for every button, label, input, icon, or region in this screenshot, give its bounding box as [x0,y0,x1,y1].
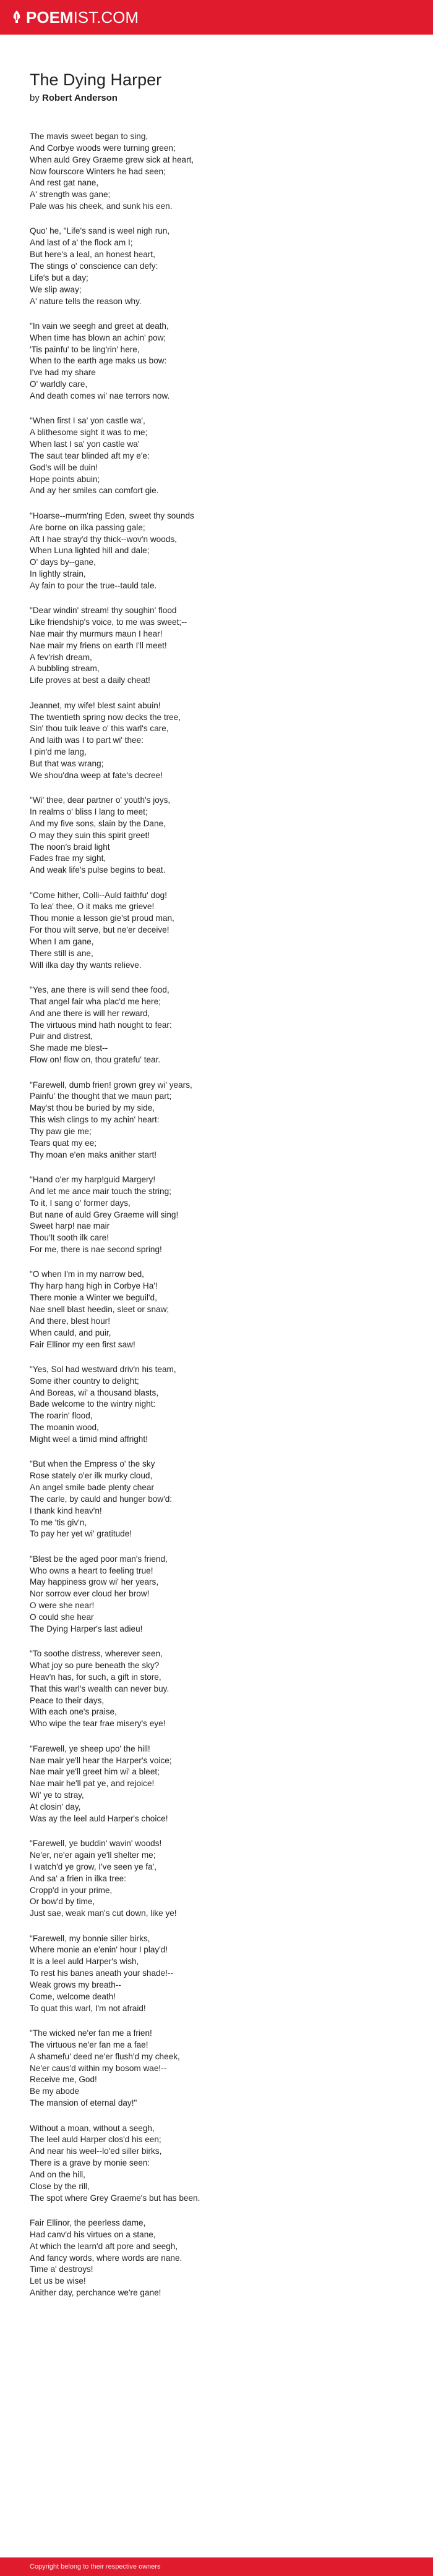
poem-line: The moanin wood, [30,1423,99,1433]
poem-line: May happiness grow wi' her years, [30,1577,159,1587]
poem-line: Might weel a timid mind affright! [30,1434,148,1444]
poem-line: And weak life's pulse begins to beat. [30,865,166,875]
poem-line: To rest his banes aneath your shade!-- [30,1968,173,1978]
poem-line: The saut tear blinded aft my e'e: [30,451,150,460]
poem-line: And fancy words, where words are nane. [30,2253,182,2263]
byline-prefix: by [30,93,40,103]
poem-line: A shamefu' deed ne'er flush'd my cheek, [30,2051,180,2061]
poem-line: The mansion of eternal day!" [30,2098,137,2108]
poem-line: In realms o' bliss I lang to meet; [30,807,148,817]
poem-line: There still is ane, [30,948,93,958]
poem-line: To pay her yet wi' gratitude! [30,1529,132,1539]
poem-line: Or bow'd by time, [30,1897,95,1907]
poem-line: The roarin' flood, [30,1411,93,1421]
poem-line: And sa' a frien in ilka tree: [30,1873,126,1883]
footer-copyright: Copyright belong to their respective owners [30,2563,161,2570]
poem-line: Pale was his cheek, and sunk his een. [30,201,173,211]
poem-line: Hope points abuin; [30,474,100,484]
poem-line: O were she near! [30,1601,95,1611]
poem-line: Quo' he, "Life's sand is weel nigh run, [30,226,170,236]
poem-line: "Wi' thee, dear partner o' youth's joys, [30,795,171,805]
poem-line: I pin'd me lang, [30,747,87,757]
poem-stanza [30,890,407,972]
poem-line: Thou'lt sooth ilk care! [30,1233,109,1243]
poem-line: Some ither country to delight; [30,1376,139,1386]
poem-stanza [30,321,407,402]
poem-line: Tears quat my ee; [30,1138,97,1148]
poem-line: O may they suin this spirit greet! [30,830,150,840]
poem-line: To it, I sang o' former days, [30,1198,131,1208]
poem-line: When time has blown an achin' pow; [30,333,166,342]
poem-stanza [30,605,407,687]
poem-line: Anither day, perchance we're gane! [30,2288,161,2298]
site-footer [0,2557,433,2576]
poem-line: Nae mair ye'll hear the Harper's voice; [30,1755,172,1765]
poem-line: Nae mair thy murmurs maun I hear! [30,629,163,638]
poem-line: At closin' day, [30,1802,81,1811]
poem-line: Nae mair he'll pat ye, and rejoice! [30,1779,155,1789]
poem-line: And Boreas, wi' a thousand blasts, [30,1388,159,1397]
poem-line: When I am gane, [30,937,94,946]
poem-line: There is a grave by monie seen: [30,2158,150,2168]
poem-line: When cauld, and puir, [30,1328,111,1337]
poem-stanza [30,1459,407,1540]
poem-line: Who owns a heart to feeling true! [30,1566,153,1575]
poem-line: It is a leel auld Harper's wish, [30,1957,139,1967]
poem-line: Fair Ellinor, the peerless dame, [30,2218,146,2227]
poem-line: "Yes, ane there is will send thee food, [30,985,169,995]
poem-line: What joy so pure beneath the sky? [30,1661,160,1671]
logo-text [26,8,139,27]
poem-line: To quat this warl, I'm not afraid! [30,2003,146,2013]
poem-line: Receive me, God! [30,2075,97,2085]
poem-line: To lea' thee, O it maks me grieve! [30,902,155,912]
site-header [0,0,433,35]
poem-line: A bubbling stream, [30,664,100,674]
logo-text-light: IST.COM [73,7,139,27]
poem-stanza [30,985,407,1066]
poem-line: "Come hither, Colli--Auld faithfu' dog! [30,890,168,900]
poem-line: Thy harp hang high in Corbye Ha'! [30,1281,158,1291]
poem-line: Thy paw gie me; [30,1126,92,1136]
poem-stanza [30,415,407,497]
poem-stanza [30,2028,407,2109]
poem-stanza [30,2123,407,2205]
poem-line: Fades frae my sight, [30,854,106,863]
poem-line: Wi' ye to stray, [30,1790,84,1800]
poem-line: "Farewell, my bonnie siller birks, [30,1933,150,1943]
poem-line: Aft I hae stray'd thy thick--wov'n woods, [30,534,177,544]
poem-line: With each one's praise, [30,1707,117,1717]
poem-line: Was ay the leel auld Harper's choice! [30,1813,168,1823]
poem-line: Are borne on ilka passing gale; [30,522,145,532]
poem-line: Sweet harp! nae mair [30,1221,110,1231]
poem-line: "O when I'm in my narrow bed, [30,1269,144,1279]
poem-line: And near his weel--lo'ed siller birks, [30,2146,162,2156]
poem-line: The Dying Harper's last adieu! [30,1624,143,1633]
poem-line: We shou'dna weep at fate's decree! [30,770,163,780]
poem-line: And death comes wi' nae terrors now. [30,391,170,400]
poem-line: Heav'n has, for such, a gift in store, [30,1672,161,1682]
poem-line: Fair Ellinor my een first saw! [30,1339,135,1349]
poem-line: And there, blest hour! [30,1316,110,1326]
poem-line: 'Tis painfu' to be ling'rin' here, [30,344,140,354]
poem-line: Like friendship's voice, to me was sweet;-- [30,617,187,627]
poem-line: And ane there is will her reward, [30,1008,150,1018]
poem-line: To me 'tis giv'n, [30,1517,87,1527]
poem-line: And let me ance mair touch the string; [30,1186,171,1196]
poem-line: Life's but a day; [30,273,88,282]
poem-line: Nor sorrow ever cloud her brow! [30,1589,150,1599]
poem-line: Flow on! flow on, thou gratefu' tear. [30,1055,161,1065]
poem-stanza [30,1838,407,1920]
poem-line: A blithesome sight it was to me; [30,428,148,438]
poem-line: "To soothe distress, wherever seen, [30,1649,163,1659]
poem-stanza [30,1554,407,1635]
poem-line: "Hand o'er my harp!guid Margery! [30,1174,156,1184]
quill-pen-icon [12,11,21,24]
poem-line: "In vain we seegh and greet at death, [30,321,169,331]
poem-line: Puir and distrest, [30,1032,93,1041]
poem-line: Cropp'd in your prime, [30,1885,113,1895]
poem-line: And laith was I to part wi' thee: [30,735,144,745]
poem-stanza [30,2218,407,2299]
poem-line: And last of a' the flock am I; [30,238,133,248]
site-logo-link[interactable] [12,8,139,27]
poem-line: This wish clings to my achin' heart: [30,1115,160,1125]
poem-line: For me, there is nae second spring! [30,1245,162,1255]
poem-line: And my five sons, slain by the Dane, [30,818,166,828]
poem-line: Thou monie a lesson gie'st proud man, [30,913,174,923]
poem-line: Rose stately o'er ilk murky cloud, [30,1471,153,1481]
poem-line: She made me blest-- [30,1043,108,1053]
poem-line: Now fourscore Winters he had seen; [30,166,166,176]
poem-line: Ne'er caus'd within my bosom wae!-- [30,2063,167,2073]
poem-line: God's will be duin! [30,462,98,472]
poem-line: The spot where Grey Graeme's but has been. [30,2193,200,2203]
poem-content [30,69,407,2312]
poem-line: Ay fain to pour the true--tauld tale. [30,580,157,590]
poem-line: The noon's braid light [30,842,110,852]
poem-line: But that was wrang; [30,758,104,768]
poem-line: Close by the rill, [30,2181,90,2191]
poem-line: Nae mair my friens on earth I'll meet! [30,640,167,650]
poem-line: Thy moan e'en maks anither start! [30,1150,157,1159]
poem-line: Ne'er, ne'er again ye'll shelter me; [30,1850,156,1860]
poem-line: Let us be wise! [30,2276,86,2286]
poem-line: Without a moan, without a seegh, [30,2123,155,2133]
poem-line: But here's a leal, an honest heart, [30,250,155,260]
poem-line: "Hoarse--murm'ring Eden, sweet thy sounds [30,511,194,520]
poem-line: May'st thou be buried by my side, [30,1103,155,1113]
poem-stanza [30,795,407,876]
poem-stanza [30,1933,407,2015]
poem-line: Time a' destroys! [30,2265,93,2274]
poem-stanza [30,511,407,592]
poem-line: Bade welcome to the wintry night: [30,1399,156,1409]
poem-line: A' nature tells the reason why. [30,296,142,306]
poem-line: Just sae, weak man's cut down, like ye! [30,1909,177,1918]
poem-line: Life proves at best a daily cheat! [30,676,150,685]
poem-stanza [30,1080,407,1161]
poem-line: Nae mair ye'll greet him wi' a bleet; [30,1767,160,1777]
poem-line: "Farewell, dumb frien! grown grey wi' years, [30,1080,192,1090]
poem-line: The carle, by cauld and hunger bow'd: [30,1494,173,1504]
poem-line: And Corbye woods were turning green; [30,143,176,153]
author-link[interactable]: Robert Anderson [42,93,118,103]
poem-stanza [30,700,407,782]
poem-line: Be my abode [30,2087,80,2096]
poem-line: The twentieth spring now decks the tree, [30,712,181,722]
poem-line: And ay her smiles can comfort gie. [30,486,159,496]
poem-line: The leel auld Harper clos'd his een; [30,2135,161,2145]
poem-line: The stings o' conscience can defy: [30,261,158,271]
poem-line: When Luna lighted hill and dale; [30,546,150,556]
poem-line: When auld Grey Graeme grew sick at heart, [30,155,194,164]
poem-line: Who wipe the tear frae misery's eye! [30,1719,166,1729]
poem-line: I've had my share [30,368,96,378]
poem-line: "Blest be the aged poor man's friend, [30,1554,168,1564]
poem-line: And rest gat nane, [30,178,99,188]
poem-body [30,131,407,2299]
poem-line: Painfu' the thought that we maun part; [30,1091,172,1101]
poem-line: I thank kind heav'n! [30,1506,102,1515]
poem-line: Peace to their days, [30,1695,105,1705]
poem-line: "Dear windin' stream! thy soughin' flood [30,606,177,616]
poem-line: "When first I sa' yon castle wa', [30,416,145,426]
poem-line: The mavis sweet began to sing, [30,132,148,141]
poem-stanza [30,226,407,307]
poem-line: Come, welcome death! [30,1991,116,2001]
poem-line: The virtuous mind hath nought to fear: [30,1020,172,1030]
logo-text-bold: POEM [26,7,74,27]
poem-line: O' warldly care, [30,379,88,389]
poem-line: "The wicked ne'er fan me a frien! [30,2028,152,2038]
poem-line: Weak grows my breath-- [30,1980,121,1989]
poem-line: But nane of auld Grey Graeme will sing! [30,1210,179,1219]
poem-line: Will ilka day thy wants relieve. [30,960,142,970]
poem-line: "But when the Empress o' the sky [30,1459,155,1469]
poem-line: An angel smile bade plenty chear [30,1483,155,1493]
poem-line: Jeannet, my wife! blest saint abuin! [30,700,161,710]
poem-line: In lightly strain, [30,569,86,579]
poem-line: When last I sa' yon castle wa' [30,439,140,449]
poem-line: "Farewell, ye buddin' wavin' woods! [30,1839,162,1849]
poem-line: We slip away; [30,284,82,294]
poem-line: Where monie an e'enin' hour I play'd! [30,1945,168,1955]
poem-line: When to the earth age maks us bow: [30,356,167,366]
poem-line: O could she hear [30,1612,94,1622]
poem-stanza [30,1743,407,1825]
poem-line: The virtuous ne'er fan me a fae! [30,2040,148,2049]
poem-line: "Yes, Sol had westward driv'n his team, [30,1364,176,1374]
poem-line: A fev'rish dream, [30,652,92,662]
poem-stanza [30,131,407,213]
poem-line: I watch'd ye grow, I've seen ye fa', [30,1862,157,1871]
poem-line: There monie a Winter we beguil'd, [30,1293,157,1303]
poem-line: Had canv'd his virtues on a stane, [30,2229,156,2239]
poem-byline [30,91,407,105]
poem-title: The Dying Harper [30,70,162,89]
poem-stanza [30,1648,407,1730]
poem-line: Sin' thou tuik leave o' this warl's care, [30,724,169,734]
poem-line: O' days by--gane, [30,557,96,567]
poem-line: Nae snell blast heedin, sleet or snaw; [30,1304,169,1314]
poem-stanza [30,1364,407,1446]
poem-line: For thou wilt serve, but ne'er deceive! [30,925,169,935]
poem-stanza [30,1174,407,1256]
poem-line: At which the learn'd aft pore and seegh, [30,2241,178,2251]
poem-stanza [30,1269,407,1350]
poem-line: "Farewell, ye sheep upo' the hill! [30,1743,150,1753]
poem-line: That this warl's wealth can never buy. [30,1684,169,1693]
poem-line: And on the hill, [30,2169,85,2179]
poem-line: A' strength was gane; [30,190,111,200]
poem-line: That angel fair wha plac'd me here; [30,996,161,1006]
